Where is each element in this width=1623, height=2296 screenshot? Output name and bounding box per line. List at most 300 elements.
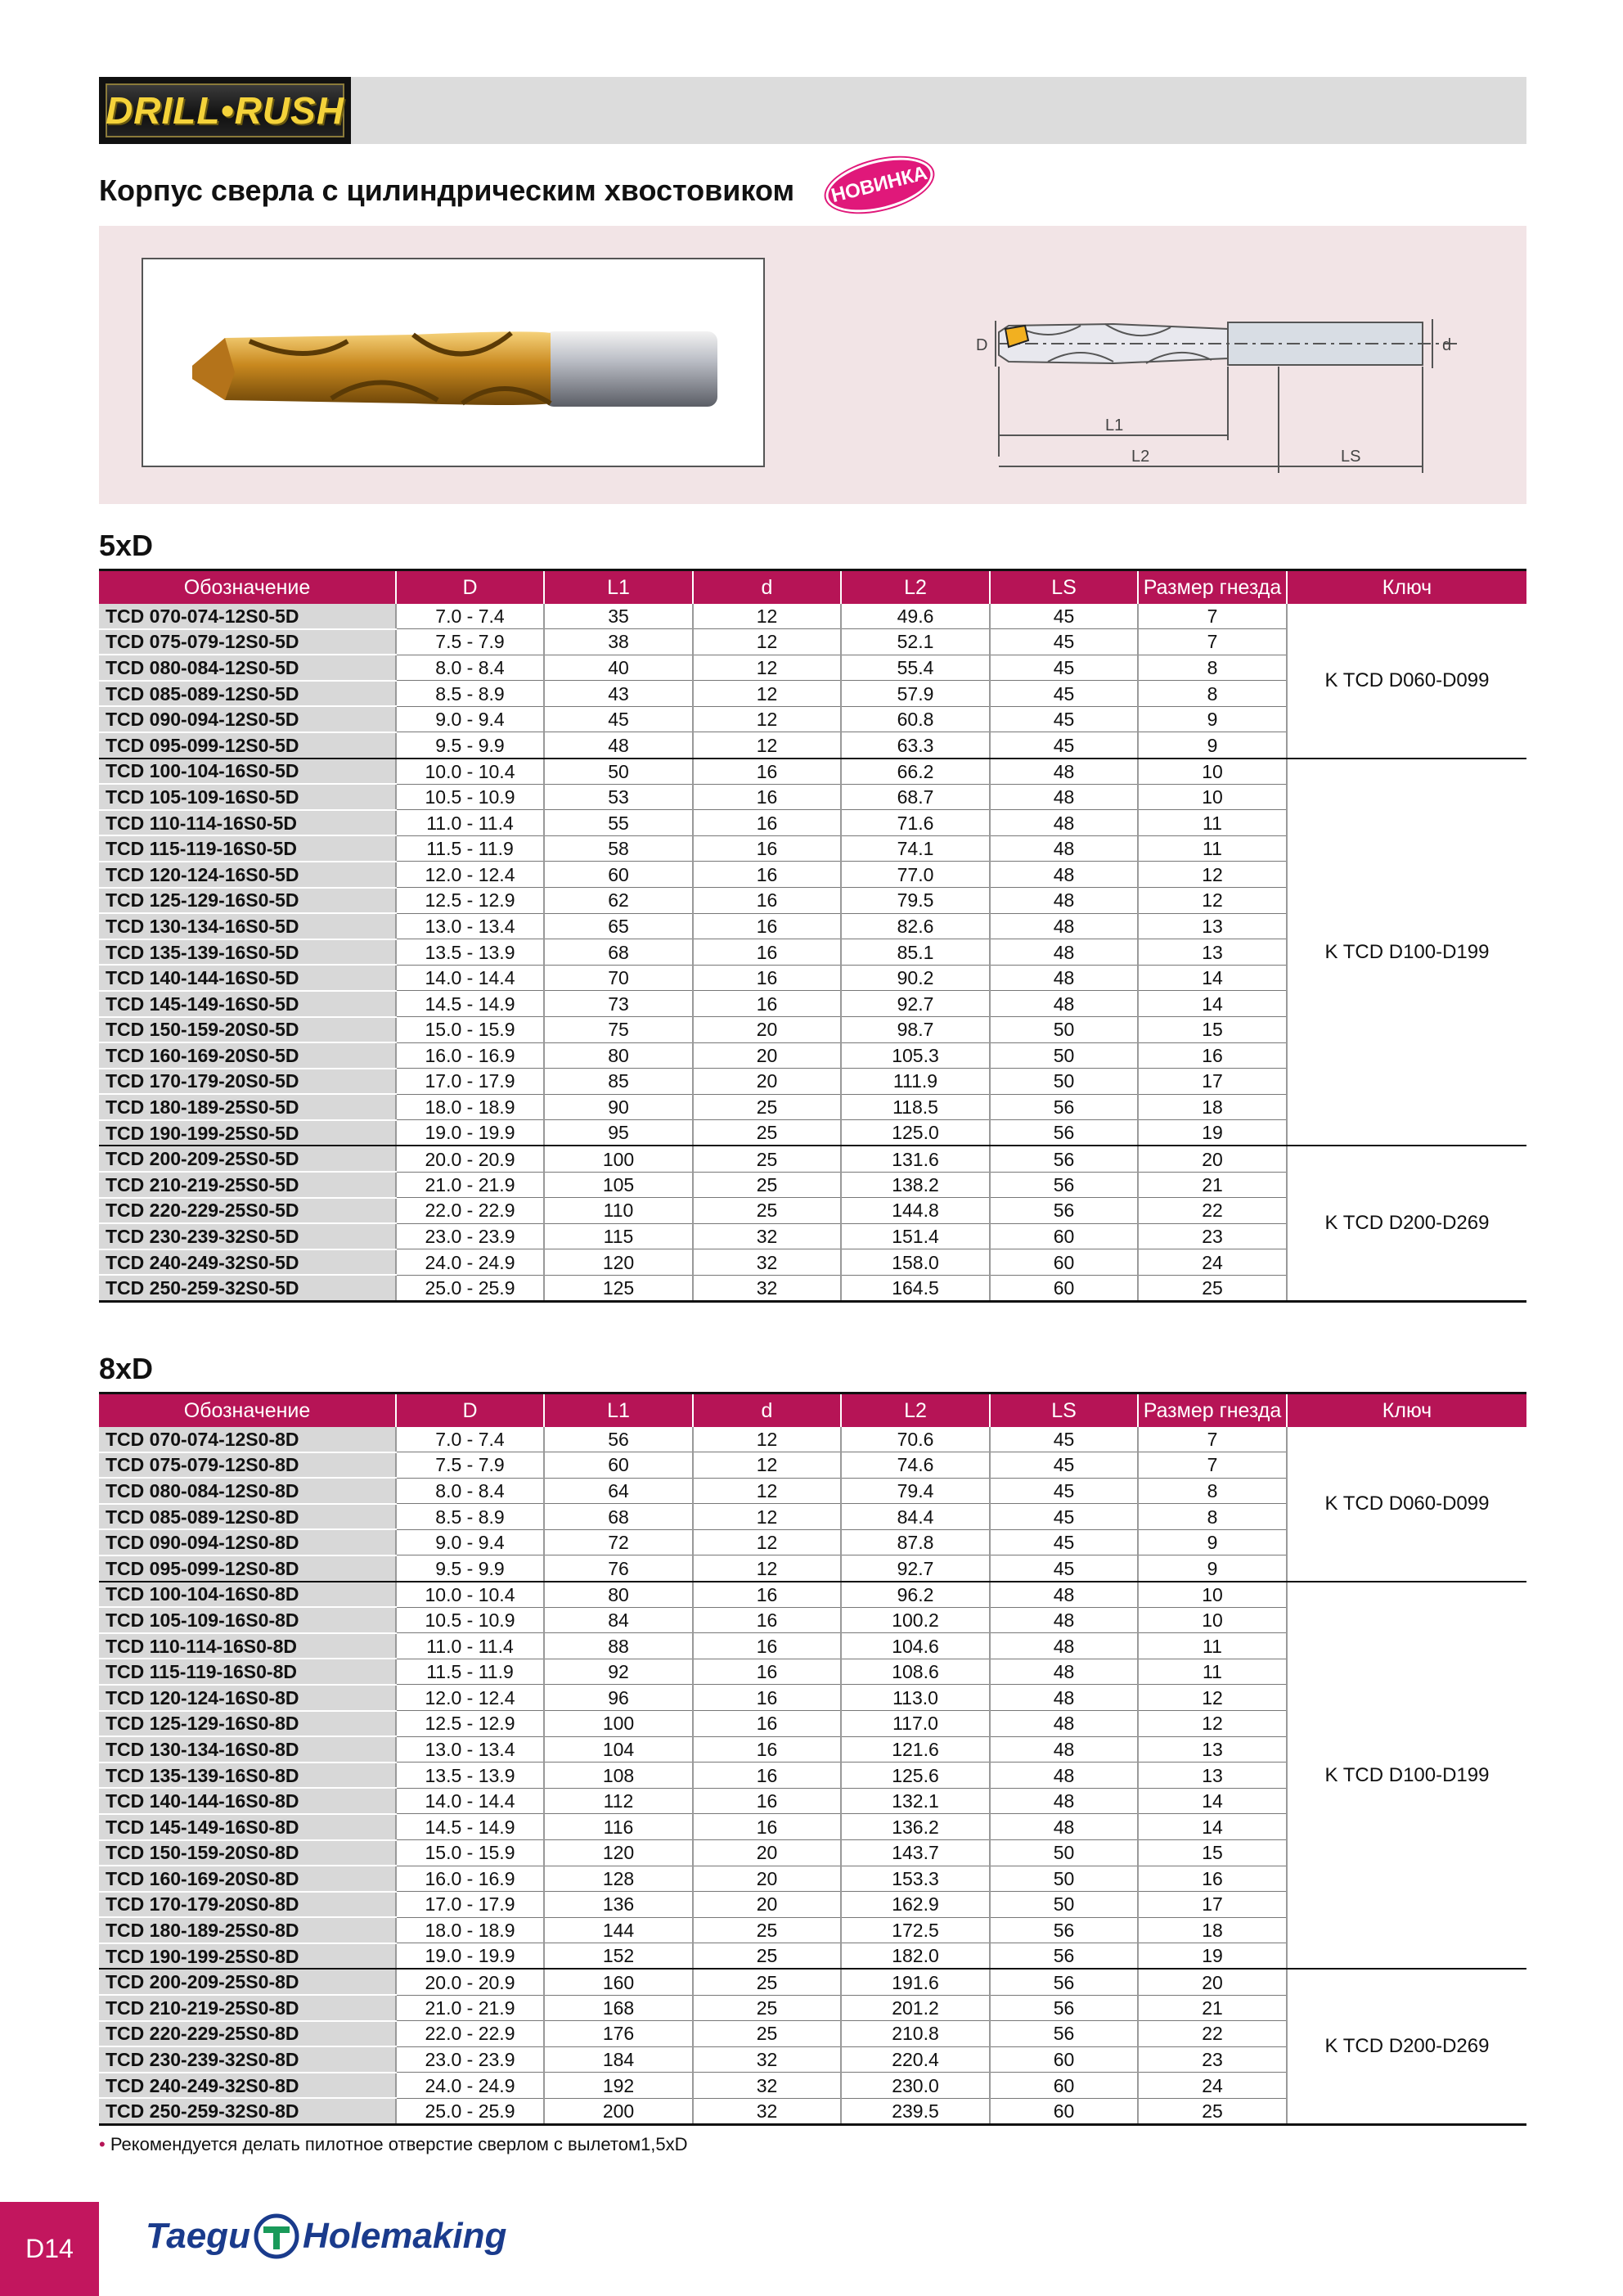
value-cell: 12 bbox=[693, 1478, 841, 1504]
value-cell: 100 bbox=[544, 1146, 693, 1172]
brand-left: Taegu bbox=[146, 2216, 250, 2256]
value-cell: 60.8 bbox=[841, 706, 990, 732]
value-cell: 63.3 bbox=[841, 732, 990, 759]
table-row bbox=[99, 759, 1526, 785]
value-cell: 104 bbox=[544, 1736, 693, 1763]
value-cell: 62 bbox=[544, 888, 693, 914]
label-L2: L2 bbox=[1131, 448, 1150, 466]
value-cell: 56 bbox=[990, 1969, 1138, 1995]
value-cell: 9 bbox=[1138, 1529, 1287, 1555]
value-cell: 48 bbox=[990, 991, 1138, 1017]
value-cell: 73 bbox=[544, 991, 693, 1017]
designation-cell: TCD 230-239-32S0-5D bbox=[99, 1223, 396, 1249]
value-cell: 96.2 bbox=[841, 1582, 990, 1608]
value-cell: 13 bbox=[1138, 1763, 1287, 1789]
value-cell: 16 bbox=[693, 1736, 841, 1763]
value-cell: 48 bbox=[990, 835, 1138, 862]
value-cell: 118.5 bbox=[841, 1094, 990, 1120]
value-cell: 132.1 bbox=[841, 1788, 990, 1814]
value-cell: 144 bbox=[544, 1917, 693, 1943]
value-cell: 45 bbox=[990, 1478, 1138, 1504]
designation-cell: TCD 250-259-32S0-5D bbox=[99, 1275, 396, 1301]
value-cell: 48 bbox=[990, 1607, 1138, 1633]
value-cell: 45 bbox=[990, 706, 1138, 732]
value-cell: 16 bbox=[693, 1763, 841, 1789]
value-cell: 14 bbox=[1138, 965, 1287, 991]
value-cell: 21 bbox=[1138, 1172, 1287, 1198]
value-cell: 48 bbox=[990, 1814, 1138, 1840]
value-cell: 12 bbox=[693, 1529, 841, 1555]
value-cell: 11 bbox=[1138, 835, 1287, 862]
value-cell: 25.0 - 25.9 bbox=[396, 2098, 544, 2124]
value-cell: 7.5 - 7.9 bbox=[396, 629, 544, 655]
value-cell: 13 bbox=[1138, 939, 1287, 966]
value-cell: 16 bbox=[1138, 1042, 1287, 1069]
value-cell: 16 bbox=[693, 913, 841, 939]
value-cell: 32 bbox=[693, 1223, 841, 1249]
value-cell: 15.0 - 15.9 bbox=[396, 1017, 544, 1043]
value-cell: 136 bbox=[544, 1892, 693, 1918]
column-header: L1 bbox=[544, 1393, 693, 1428]
value-cell: 25 bbox=[693, 1120, 841, 1146]
table-5xd-body bbox=[99, 604, 1526, 1302]
value-cell: 121.6 bbox=[841, 1736, 990, 1763]
value-cell: 50 bbox=[990, 1840, 1138, 1866]
designation-cell: TCD 085-089-12S0-8D bbox=[99, 1504, 396, 1530]
value-cell: 11.5 - 11.9 bbox=[396, 835, 544, 862]
value-cell: 56 bbox=[990, 1172, 1138, 1198]
value-cell: 16 bbox=[693, 1814, 841, 1840]
value-cell: 80 bbox=[544, 1582, 693, 1608]
table-8xd-header bbox=[99, 1393, 1526, 1428]
value-cell: 7 bbox=[1138, 629, 1287, 655]
value-cell: 20 bbox=[693, 1840, 841, 1866]
designation-cell: TCD 130-134-16S0-5D bbox=[99, 913, 396, 939]
value-cell: 52.1 bbox=[841, 629, 990, 655]
designation-cell: TCD 125-129-16S0-8D bbox=[99, 1711, 396, 1737]
value-cell: 70 bbox=[544, 965, 693, 991]
value-cell: 55 bbox=[544, 810, 693, 836]
value-cell: 21.0 - 21.9 bbox=[396, 1172, 544, 1198]
value-cell: 16 bbox=[693, 991, 841, 1017]
value-cell: 19 bbox=[1138, 1943, 1287, 1970]
value-cell: 56 bbox=[990, 1917, 1138, 1943]
value-cell: 220.4 bbox=[841, 2046, 990, 2073]
designation-cell: TCD 105-109-16S0-5D bbox=[99, 784, 396, 810]
value-cell: 92.7 bbox=[841, 991, 990, 1017]
designation-cell: TCD 080-084-12S0-5D bbox=[99, 655, 396, 681]
value-cell: 14.5 - 14.9 bbox=[396, 991, 544, 1017]
designation-cell: TCD 240-249-32S0-8D bbox=[99, 2073, 396, 2099]
value-cell: 11.0 - 11.4 bbox=[396, 1633, 544, 1659]
designation-cell: TCD 230-239-32S0-8D bbox=[99, 2046, 396, 2073]
drill-rush-logo bbox=[99, 77, 351, 144]
table-row bbox=[99, 1582, 1526, 1608]
value-cell: 50 bbox=[990, 1042, 1138, 1069]
value-cell: 20 bbox=[693, 1017, 841, 1043]
header-row bbox=[99, 570, 1526, 605]
value-cell: 12.5 - 12.9 bbox=[396, 1711, 544, 1737]
designation-cell: TCD 120-124-16S0-8D bbox=[99, 1685, 396, 1711]
value-cell: 15 bbox=[1138, 1840, 1287, 1866]
table-row bbox=[99, 1969, 1526, 1995]
value-cell: 153.3 bbox=[841, 1866, 990, 1892]
drill-photo bbox=[142, 258, 765, 467]
value-cell: 25 bbox=[693, 1198, 841, 1224]
value-cell: 18 bbox=[1138, 1917, 1287, 1943]
value-cell: 50 bbox=[990, 1892, 1138, 1918]
value-cell: 25.0 - 25.9 bbox=[396, 1275, 544, 1301]
value-cell: 9 bbox=[1138, 732, 1287, 759]
value-cell: 16 bbox=[693, 1685, 841, 1711]
value-cell: 12 bbox=[693, 1427, 841, 1452]
value-cell: 9.0 - 9.4 bbox=[396, 706, 544, 732]
designation-cell: TCD 140-144-16S0-8D bbox=[99, 1788, 396, 1814]
value-cell: 16 bbox=[693, 1711, 841, 1737]
value-cell: 48 bbox=[990, 1763, 1138, 1789]
label-L1: L1 bbox=[1105, 416, 1124, 434]
value-cell: 17.0 - 17.9 bbox=[396, 1892, 544, 1918]
value-cell: 60 bbox=[990, 2073, 1138, 2099]
label-D: D bbox=[976, 336, 988, 354]
designation-cell: TCD 160-169-20S0-8D bbox=[99, 1866, 396, 1892]
designation-cell: TCD 100-104-16S0-8D bbox=[99, 1582, 396, 1608]
designation-cell: TCD 145-149-16S0-5D bbox=[99, 991, 396, 1017]
column-header: LS bbox=[990, 570, 1138, 605]
table-5xd-header bbox=[99, 570, 1526, 605]
value-cell: 11.5 - 11.9 bbox=[396, 1659, 544, 1685]
value-cell: 56 bbox=[544, 1427, 693, 1452]
value-cell: 108 bbox=[544, 1763, 693, 1789]
value-cell: 14 bbox=[1138, 1814, 1287, 1840]
value-cell: 210.8 bbox=[841, 2021, 990, 2047]
designation-cell: TCD 145-149-16S0-8D bbox=[99, 1814, 396, 1840]
value-cell: 16 bbox=[693, 759, 841, 785]
value-cell: 16 bbox=[693, 1633, 841, 1659]
value-cell: 85.1 bbox=[841, 939, 990, 966]
value-cell: 16 bbox=[693, 1582, 841, 1608]
value-cell: 24.0 - 24.9 bbox=[396, 1249, 544, 1276]
value-cell: 110 bbox=[544, 1198, 693, 1224]
value-cell: 25 bbox=[693, 1146, 841, 1172]
value-cell: 48 bbox=[990, 1633, 1138, 1659]
value-cell: 76 bbox=[544, 1555, 693, 1582]
value-cell: 15 bbox=[1138, 1017, 1287, 1043]
column-header: Ключ bbox=[1287, 570, 1526, 605]
value-cell: 117.0 bbox=[841, 1711, 990, 1737]
key-cell: K TCD D060-D099 bbox=[1287, 1427, 1526, 1582]
designation-cell: TCD 140-144-16S0-5D bbox=[99, 965, 396, 991]
column-header: D bbox=[396, 570, 544, 605]
table-5xd bbox=[99, 569, 1526, 1303]
value-cell: 20 bbox=[693, 1069, 841, 1095]
value-cell: 21.0 - 21.9 bbox=[396, 1995, 544, 2021]
value-cell: 22.0 - 22.9 bbox=[396, 1198, 544, 1224]
value-cell: 60 bbox=[544, 1452, 693, 1479]
value-cell: 70.6 bbox=[841, 1427, 990, 1452]
value-cell: 14.5 - 14.9 bbox=[396, 1814, 544, 1840]
value-cell: 12 bbox=[1138, 1711, 1287, 1737]
table-8xd-body bbox=[99, 1427, 1526, 2125]
table-8xd bbox=[99, 1392, 1526, 2126]
value-cell: 8 bbox=[1138, 1504, 1287, 1530]
value-cell: 160 bbox=[544, 1969, 693, 1995]
drill-dimension-icon bbox=[835, 244, 1506, 489]
value-cell: 24 bbox=[1138, 2073, 1287, 2099]
value-cell: 56 bbox=[990, 1943, 1138, 1970]
value-cell: 25 bbox=[693, 1943, 841, 1970]
label-d: d bbox=[1442, 336, 1452, 354]
value-cell: 90.2 bbox=[841, 965, 990, 991]
value-cell: 32 bbox=[693, 2073, 841, 2099]
column-header: L1 bbox=[544, 570, 693, 605]
value-cell: 60 bbox=[990, 1249, 1138, 1276]
value-cell: 16 bbox=[693, 835, 841, 862]
value-cell: 8.0 - 8.4 bbox=[396, 1478, 544, 1504]
designation-cell: TCD 150-159-20S0-8D bbox=[99, 1840, 396, 1866]
value-cell: 200 bbox=[544, 2098, 693, 2124]
value-cell: 8.5 - 8.9 bbox=[396, 1504, 544, 1530]
footnote-text: Рекомендуется делать пилотное отверстие сверлом с вылетом1,5xD bbox=[110, 2134, 688, 2154]
value-cell: 25 bbox=[1138, 2098, 1287, 2124]
value-cell: 12.0 - 12.4 bbox=[396, 862, 544, 888]
value-cell: 14.0 - 14.4 bbox=[396, 1788, 544, 1814]
page-title: Корпус сверла с цилиндрическим хвостовиком bbox=[99, 173, 795, 207]
value-cell: 16 bbox=[693, 1607, 841, 1633]
value-cell: 48 bbox=[990, 913, 1138, 939]
value-cell: 53 bbox=[544, 784, 693, 810]
value-cell: 48 bbox=[990, 1582, 1138, 1608]
designation-cell: TCD 070-074-12S0-8D bbox=[99, 1427, 396, 1452]
value-cell: 45 bbox=[990, 604, 1138, 629]
brand-t-icon bbox=[254, 2213, 299, 2259]
value-cell: 8.5 - 8.9 bbox=[396, 681, 544, 707]
value-cell: 92.7 bbox=[841, 1555, 990, 1582]
value-cell: 23 bbox=[1138, 2046, 1287, 2073]
value-cell: 14 bbox=[1138, 1788, 1287, 1814]
header-row bbox=[99, 1393, 1526, 1428]
designation-cell: TCD 090-094-12S0-8D bbox=[99, 1529, 396, 1555]
value-cell: 48 bbox=[990, 784, 1138, 810]
designation-cell: TCD 135-139-16S0-8D bbox=[99, 1763, 396, 1789]
value-cell: 79.4 bbox=[841, 1478, 990, 1504]
page-number: D14 bbox=[0, 2202, 99, 2296]
value-cell: 16 bbox=[693, 1659, 841, 1685]
value-cell: 125.0 bbox=[841, 1120, 990, 1146]
value-cell: 84 bbox=[544, 1607, 693, 1633]
value-cell: 56 bbox=[990, 1198, 1138, 1224]
designation-cell: TCD 250-259-32S0-8D bbox=[99, 2098, 396, 2124]
footnote bbox=[99, 2134, 688, 2155]
value-cell: 25 bbox=[693, 1995, 841, 2021]
designation-cell: TCD 075-079-12S0-8D bbox=[99, 1452, 396, 1479]
value-cell: 72 bbox=[544, 1529, 693, 1555]
value-cell: 113.0 bbox=[841, 1685, 990, 1711]
key-cell: K TCD D060-D099 bbox=[1287, 604, 1526, 759]
value-cell: 16 bbox=[693, 888, 841, 914]
value-cell: 116 bbox=[544, 1814, 693, 1840]
value-cell: 71.6 bbox=[841, 810, 990, 836]
value-cell: 23.0 - 23.9 bbox=[396, 2046, 544, 2073]
value-cell: 65 bbox=[544, 913, 693, 939]
column-header: Обозначение bbox=[99, 570, 396, 605]
value-cell: 50 bbox=[990, 1866, 1138, 1892]
value-cell: 112 bbox=[544, 1788, 693, 1814]
value-cell: 10 bbox=[1138, 784, 1287, 810]
value-cell: 239.5 bbox=[841, 2098, 990, 2124]
value-cell: 19.0 - 19.9 bbox=[396, 1120, 544, 1146]
value-cell: 100 bbox=[544, 1711, 693, 1737]
value-cell: 18.0 - 18.9 bbox=[396, 1917, 544, 1943]
value-cell: 45 bbox=[990, 1427, 1138, 1452]
value-cell: 176 bbox=[544, 2021, 693, 2047]
designation-cell: TCD 095-099-12S0-8D bbox=[99, 1555, 396, 1582]
value-cell: 136.2 bbox=[841, 1814, 990, 1840]
designation-cell: TCD 070-074-12S0-5D bbox=[99, 604, 396, 629]
value-cell: 66.2 bbox=[841, 759, 990, 785]
value-cell: 151.4 bbox=[841, 1223, 990, 1249]
column-header: L2 bbox=[841, 1393, 990, 1428]
value-cell: 25 bbox=[693, 1969, 841, 1995]
value-cell: 131.6 bbox=[841, 1146, 990, 1172]
key-cell: K TCD D200-D269 bbox=[1287, 1969, 1526, 2124]
value-cell: 23 bbox=[1138, 1223, 1287, 1249]
value-cell: 95 bbox=[544, 1120, 693, 1146]
designation-cell: TCD 210-219-25S0-8D bbox=[99, 1995, 396, 2021]
value-cell: 48 bbox=[990, 939, 1138, 966]
value-cell: 12 bbox=[693, 681, 841, 707]
value-cell: 48 bbox=[990, 1659, 1138, 1685]
value-cell: 16 bbox=[693, 965, 841, 991]
value-cell: 57.9 bbox=[841, 681, 990, 707]
value-cell: 162.9 bbox=[841, 1892, 990, 1918]
column-header: Ключ bbox=[1287, 1393, 1526, 1428]
value-cell: 12 bbox=[693, 629, 841, 655]
value-cell: 12 bbox=[693, 706, 841, 732]
value-cell: 20.0 - 20.9 bbox=[396, 1146, 544, 1172]
column-header: d bbox=[693, 570, 841, 605]
value-cell: 144.8 bbox=[841, 1198, 990, 1224]
value-cell: 9 bbox=[1138, 706, 1287, 732]
value-cell: 50 bbox=[990, 1017, 1138, 1043]
value-cell: 32 bbox=[693, 1275, 841, 1301]
section-8xd-label: 8xD bbox=[99, 1352, 154, 1385]
designation-cell: TCD 120-124-16S0-5D bbox=[99, 862, 396, 888]
value-cell: 9.0 - 9.4 bbox=[396, 1529, 544, 1555]
value-cell: 16 bbox=[693, 939, 841, 966]
column-header: Размер гнезда bbox=[1138, 1393, 1287, 1428]
value-cell: 9 bbox=[1138, 1555, 1287, 1582]
table-row bbox=[99, 1427, 1526, 1452]
value-cell: 17.0 - 17.9 bbox=[396, 1069, 544, 1095]
value-cell: 12 bbox=[693, 604, 841, 629]
value-cell: 24.0 - 24.9 bbox=[396, 2073, 544, 2099]
brand-logo bbox=[146, 2212, 506, 2261]
value-cell: 125.6 bbox=[841, 1763, 990, 1789]
value-cell: 84.4 bbox=[841, 1504, 990, 1530]
value-cell: 74.6 bbox=[841, 1452, 990, 1479]
value-cell: 19 bbox=[1138, 1120, 1287, 1146]
designation-cell: TCD 220-229-25S0-8D bbox=[99, 2021, 396, 2047]
value-cell: 12.5 - 12.9 bbox=[396, 888, 544, 914]
value-cell: 152 bbox=[544, 1943, 693, 1970]
value-cell: 25 bbox=[1138, 1275, 1287, 1301]
value-cell: 7.0 - 7.4 bbox=[396, 604, 544, 629]
value-cell: 108.6 bbox=[841, 1659, 990, 1685]
designation-cell: TCD 180-189-25S0-8D bbox=[99, 1917, 396, 1943]
value-cell: 48 bbox=[990, 1685, 1138, 1711]
value-cell: 88 bbox=[544, 1633, 693, 1659]
bullet-icon: • bbox=[99, 2134, 106, 2154]
column-header: L2 bbox=[841, 570, 990, 605]
value-cell: 12 bbox=[1138, 888, 1287, 914]
value-cell: 32 bbox=[693, 1249, 841, 1276]
value-cell: 20 bbox=[693, 1892, 841, 1918]
value-cell: 12 bbox=[1138, 862, 1287, 888]
value-cell: 125 bbox=[544, 1275, 693, 1301]
column-header: d bbox=[693, 1393, 841, 1428]
designation-cell: TCD 220-229-25S0-5D bbox=[99, 1198, 396, 1224]
value-cell: 12 bbox=[693, 1452, 841, 1479]
value-cell: 16.0 - 16.9 bbox=[396, 1042, 544, 1069]
value-cell: 43 bbox=[544, 681, 693, 707]
value-cell: 45 bbox=[990, 732, 1138, 759]
value-cell: 75 bbox=[544, 1017, 693, 1043]
value-cell: 7 bbox=[1138, 1427, 1287, 1452]
value-cell: 10.0 - 10.4 bbox=[396, 1582, 544, 1608]
value-cell: 90 bbox=[544, 1094, 693, 1120]
section-5xd-label: 5xD bbox=[99, 529, 154, 562]
value-cell: 8.0 - 8.4 bbox=[396, 655, 544, 681]
designation-cell: TCD 095-099-12S0-5D bbox=[99, 732, 396, 759]
column-header: LS bbox=[990, 1393, 1138, 1428]
value-cell: 12 bbox=[693, 1555, 841, 1582]
value-cell: 158.0 bbox=[841, 1249, 990, 1276]
value-cell: 56 bbox=[990, 1995, 1138, 2021]
value-cell: 164.5 bbox=[841, 1275, 990, 1301]
value-cell: 45 bbox=[990, 1555, 1138, 1582]
value-cell: 32 bbox=[693, 2046, 841, 2073]
designation-cell: TCD 200-209-25S0-8D bbox=[99, 1969, 396, 1995]
value-cell: 17 bbox=[1138, 1069, 1287, 1095]
designation-cell: TCD 160-169-20S0-5D bbox=[99, 1042, 396, 1069]
value-cell: 22 bbox=[1138, 2021, 1287, 2047]
value-cell: 20 bbox=[1138, 1969, 1287, 1995]
value-cell: 191.6 bbox=[841, 1969, 990, 1995]
value-cell: 68 bbox=[544, 1504, 693, 1530]
dimension-diagram bbox=[835, 244, 1506, 489]
value-cell: 7 bbox=[1138, 604, 1287, 629]
value-cell: 48 bbox=[990, 1788, 1138, 1814]
value-cell: 138.2 bbox=[841, 1172, 990, 1198]
value-cell: 120 bbox=[544, 1840, 693, 1866]
key-cell: K TCD D100-D199 bbox=[1287, 759, 1526, 1146]
value-cell: 48 bbox=[544, 732, 693, 759]
value-cell: 21 bbox=[1138, 1995, 1287, 2021]
value-cell: 77.0 bbox=[841, 862, 990, 888]
value-cell: 82.6 bbox=[841, 913, 990, 939]
value-cell: 16 bbox=[693, 862, 841, 888]
value-cell: 11 bbox=[1138, 1633, 1287, 1659]
value-cell: 8 bbox=[1138, 1478, 1287, 1504]
value-cell: 10.0 - 10.4 bbox=[396, 759, 544, 785]
value-cell: 68 bbox=[544, 939, 693, 966]
value-cell: 120 bbox=[544, 1249, 693, 1276]
value-cell: 20 bbox=[1138, 1146, 1287, 1172]
value-cell: 11 bbox=[1138, 810, 1287, 836]
value-cell: 12 bbox=[693, 1504, 841, 1530]
value-cell: 48 bbox=[990, 759, 1138, 785]
